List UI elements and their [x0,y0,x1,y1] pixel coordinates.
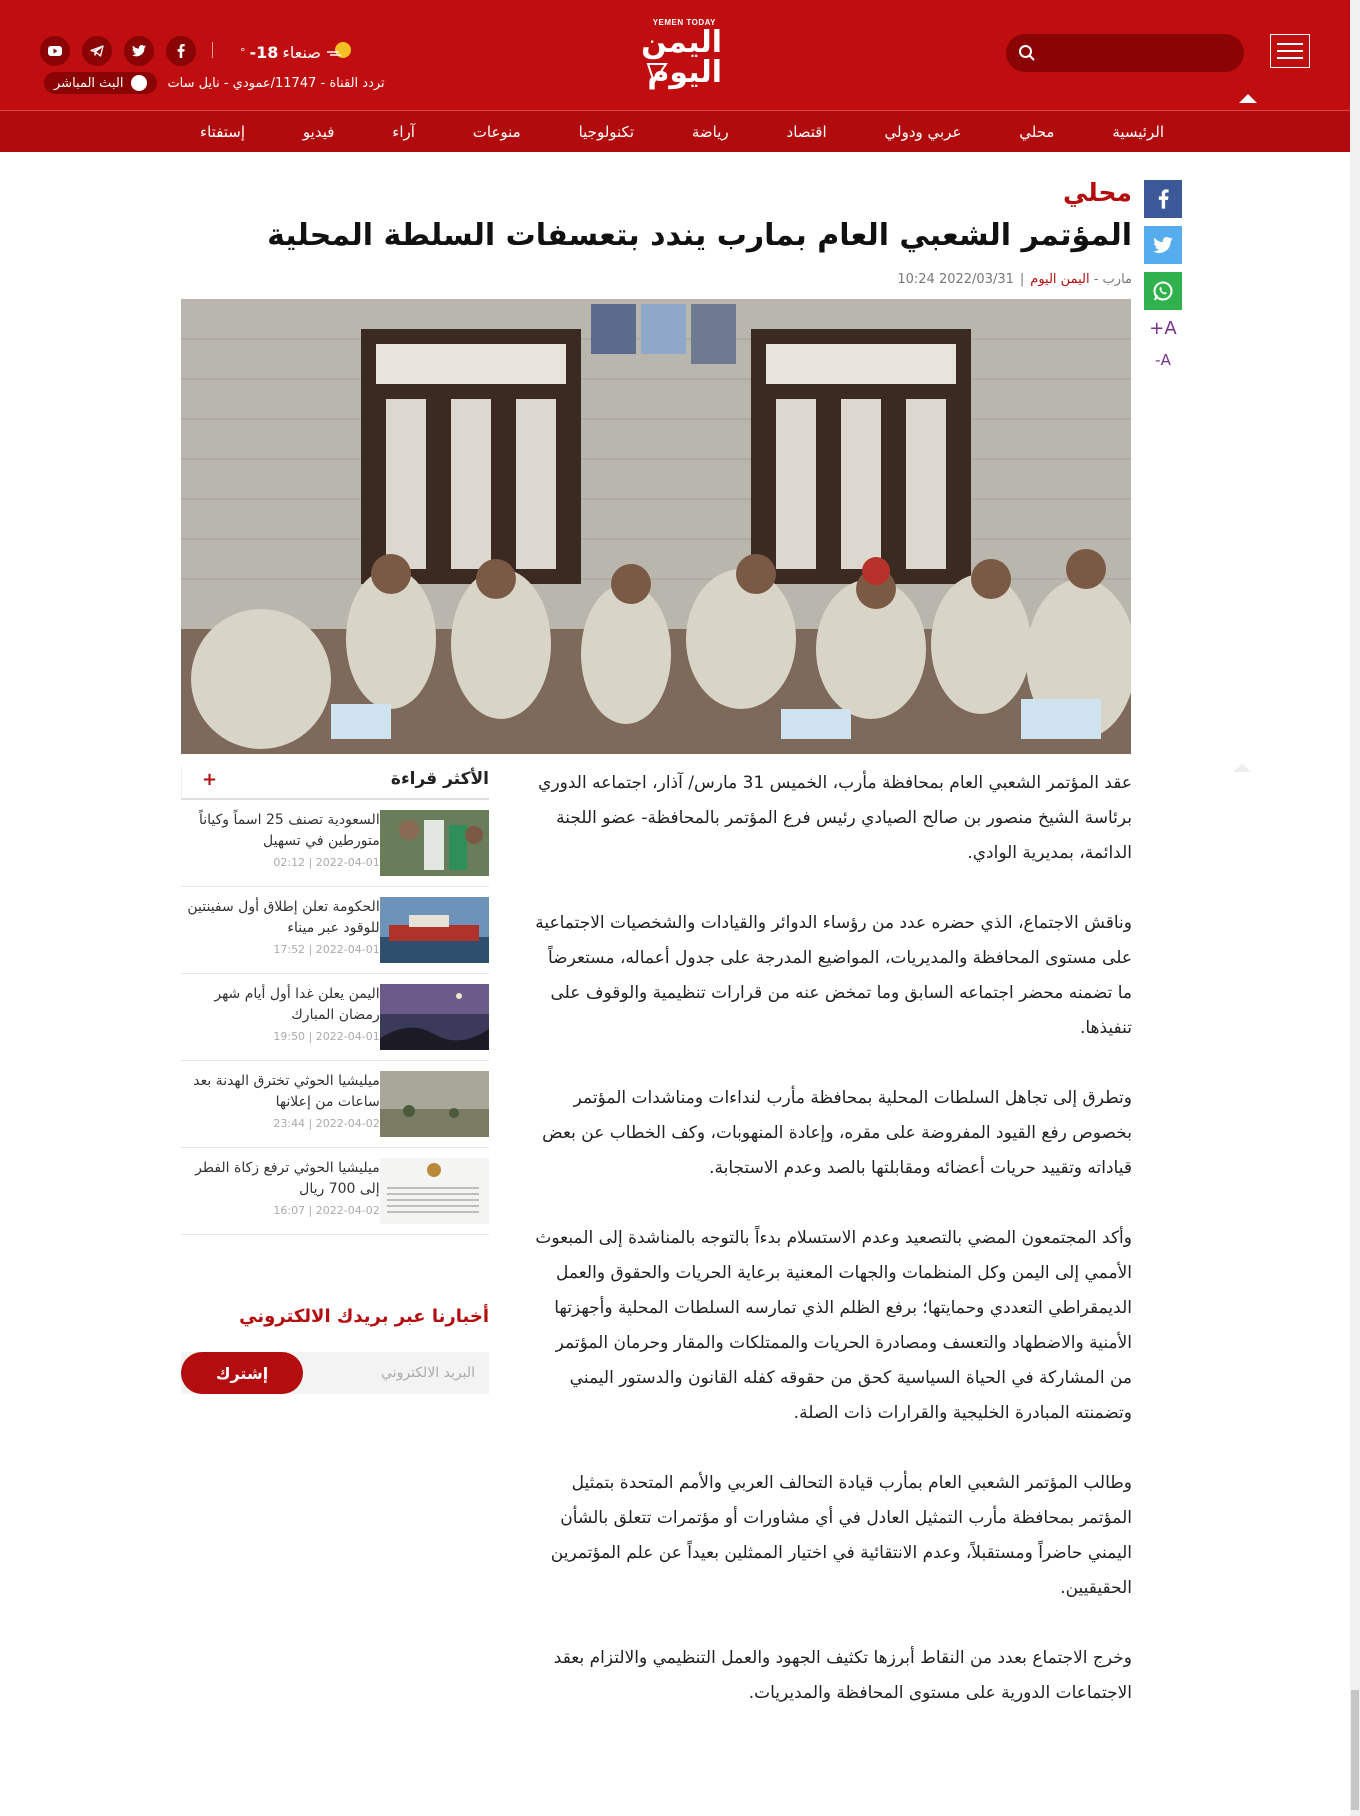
newsletter-subscribe-button[interactable]: إشترك [181,1352,303,1394]
share-facebook-button[interactable] [1144,180,1182,218]
most-read-list [181,800,489,1235]
weather-sun-icon [325,40,353,64]
nav-item[interactable]: رياضة [691,123,729,141]
article-category[interactable]: محلي [1063,178,1132,207]
most-read-item-title[interactable]: الحكومة تعلن إطلاق أول سفينتين للوقود عبر ميناء [187,899,380,936]
most-read-item-date: 2022-04-02 | 23:44 [273,1117,380,1130]
meta-separator: | [1019,272,1025,287]
most-read-item[interactable] [181,887,489,974]
most-read-title: الأكثر قراءة [390,769,489,789]
menu-caret-icon [1239,94,1257,103]
most-read-thumbnail[interactable] [380,810,489,876]
social-links [40,36,196,66]
nav-item[interactable]: منوعات [472,123,521,141]
share-whatsapp-button[interactable] [1144,272,1182,310]
menu-line [1277,50,1303,52]
nav-item[interactable]: محلي [1019,123,1055,141]
most-read-thumbnail[interactable] [380,1158,489,1224]
nav-item[interactable]: فيديو [302,123,335,141]
nav-list [200,111,1164,153]
most-read-expand-button[interactable]: + [202,768,218,790]
logo-mark-icon [646,62,668,88]
most-read-thumbnail[interactable] [380,1071,489,1137]
live-stream-toggle[interactable] [44,72,157,94]
twitter-icon[interactable] [124,36,154,66]
most-read-item-title[interactable]: السعودية تصنف 25 اسماً وكياناً متورطين في تسهيل [198,812,380,849]
most-read-item-title[interactable]: اليمن يعلن غدا أول أيام شهر رمضان المبارك [214,986,380,1023]
article-location-text: مارب - [1089,272,1132,287]
newsletter-form [181,1352,489,1394]
weather-widget [240,40,353,64]
most-read-item-date: 2022-04-02 | 16:07 [273,1204,380,1217]
most-read-item-date: 2022-04-01 | 02:12 [273,856,380,869]
live-stream-label: البث المباشر [54,75,124,91]
font-decrease-button[interactable]: A- [1155,351,1171,369]
nav-item[interactable]: اقتصاد [786,123,827,141]
most-read-text [181,810,380,869]
weather-temperature: 18- [249,42,279,62]
youtube-icon[interactable] [40,36,70,66]
search-box [1006,34,1244,72]
most-read-item[interactable] [181,1061,489,1148]
facebook-icon[interactable] [166,36,196,66]
most-read-thumbnail[interactable] [380,897,489,963]
nav-item[interactable]: الرئيسية [1112,123,1164,141]
search-icon[interactable] [1018,44,1036,66]
main-navigation [0,110,1350,152]
most-read-text [181,984,380,1043]
nav-item[interactable]: آراء [392,123,415,141]
most-read-item-title[interactable]: ميليشيا الحوثي ترفع زكاة الفطر إلى 700 ريال [195,1160,380,1197]
logo-english-text: YEMEN TODAY [652,18,716,27]
most-read-text [181,1158,380,1217]
share-twitter-button[interactable] [1144,226,1182,264]
channel-frequency: تردد القناة - 11747/عمودي - نايل سات [167,75,385,91]
article-title: المؤتمر الشعبي العام بمارب يندد بتعسفات السلطة المحلية [267,218,1132,253]
share-bar [1144,180,1182,381]
hamburger-menu-button[interactable] [1270,34,1310,68]
weather-city: صنعاء [282,42,321,62]
most-read-header [181,766,489,800]
most-read-item[interactable] [181,800,489,887]
most-read-item[interactable] [181,974,489,1061]
scroll-up-icon[interactable] [1233,764,1251,772]
article-paragraph: عقد المؤتمر الشعبي العام بمحافظة مأرب، الخميس 31 مارس/ آذار، اجتماعه الدوري برئاسة الشيخ منصور بن صالح الصيادي رئيس فرع المؤتمر بالمحافظة- عضو اللجنة الدائمة، بمديرية الوادي. [538,773,1132,863]
most-read-item-date: 2022-04-01 | 17:52 [273,943,380,956]
article-paragraph: وتطرق إلى تجاهل السلطات المحلية بمحافظة مأرب لنداءات ومناشدات المؤتمر بخصوص رفع القيود المفروضة على مقره، وإعادة المنهوبات، وكف الخطاب عن بعض قياداته وتقييد حريات أعضائه ومقابلتها بالصد وعدم الاستجابة. [542,1088,1132,1178]
search-input[interactable] [1046,34,1230,72]
site-header [0,0,1350,110]
most-read-thumbnail[interactable] [380,984,489,1050]
page-scrollbar[interactable] [1350,0,1360,1816]
article-paragraph: وأكد المجتمعون المضي بالتصعيد وعدم الاستسلام بدءاً بالتوجه بالمناشدة إلى المبعوث الأممي إلى اليمن وكل المنظمات والجهات المعنية برعاية الحريات والحقوق والعمل الديمقراطي التعددي وحمايتها؛ برفع الظلم الذي تمارسه السلطات المحلية وأجهزتها الأمنية والاضطهاد والتعسف ومصادرة الحريات والممتلكات والمقار وحرمان المؤتمر من المشاركة في الحياة السياسية كحق من حقوقه كفله القانون والدستور اليمني وتضمنته المبادرة الخليجية والقرارات ذات الصلة. [535,1228,1132,1423]
site-logo[interactable] [641,18,724,90]
most-read-item-title[interactable]: ميليشيا الحوثي تخترق الهدنة بعد ساعات من إعلانها [193,1073,380,1110]
menu-line [1277,43,1303,45]
newsletter-email-input[interactable] [315,1352,475,1394]
header-divider [212,42,213,58]
channel-info [44,72,385,94]
article-datetime: 2022/03/31 10:24 [897,272,1014,287]
most-read-item[interactable] [181,1148,489,1235]
article-location [1030,272,1132,287]
most-read-text [181,897,380,956]
nav-item[interactable]: عربي ودولي [884,123,962,141]
article-paragraph: وناقش الاجتماع، الذي حضره عدد من رؤساء الدوائر والقيادات والشخصيات الاجتماعية على مستوى المحافظة والمديريات، المواضيع المدرجة على جدول أعماله، مستعرضاً ما تضمنه محضر اجتماعه السابق وما تمخض عنه من قرارات تنظيمية والوقوف على تنفيذها. [535,913,1132,1038]
article-body [532,766,1132,1746]
scrollbar-thumb[interactable] [1351,1690,1359,1810]
article-hero-image [181,299,1131,754]
article-paragraph: وخرج الاجتماع بعدد من النقاط أبرزها تكثيف الجهود والعمل التنظيمي والالتزام بعقد الاجتماعات الدورية على مستوى المحافظة والمديريات. [553,1648,1132,1703]
live-dot-icon [131,75,147,91]
nav-item[interactable]: تكنولوجيا [578,123,635,141]
article-source[interactable]: اليمن اليوم [1030,272,1090,287]
telegram-icon[interactable] [82,36,112,66]
article-paragraph: وطالب المؤتمر الشعبي العام بمأرب قيادة التحالف العربي والأمم المتحدة بتمثيل المؤتمر بمحافظة مأرب التمثيل العادل في أي مشاورات أو مؤتمرات تتعلق بالشأن اليمني حاضراً ومستقبلاً، وعدم الانتقائية في اختيار الممثلين بعيداً عن علم المؤتمرين الحقيقيين. [550,1473,1132,1598]
most-read-text [181,1071,380,1130]
font-increase-button[interactable]: A+ [1149,318,1177,339]
article-meta [897,272,1132,287]
most-read-item-date: 2022-04-01 | 19:50 [273,1030,380,1043]
weather-degree-unit: ° [240,45,246,59]
menu-line [1277,57,1303,59]
logo-arabic-text: اليمن اليوم [641,25,722,90]
nav-item[interactable]: إستفتاء [200,123,246,141]
newsletter-title: أخبارنا عبر بريدك الالكتروني [239,1306,489,1327]
most-read-sidebar [181,766,489,1235]
